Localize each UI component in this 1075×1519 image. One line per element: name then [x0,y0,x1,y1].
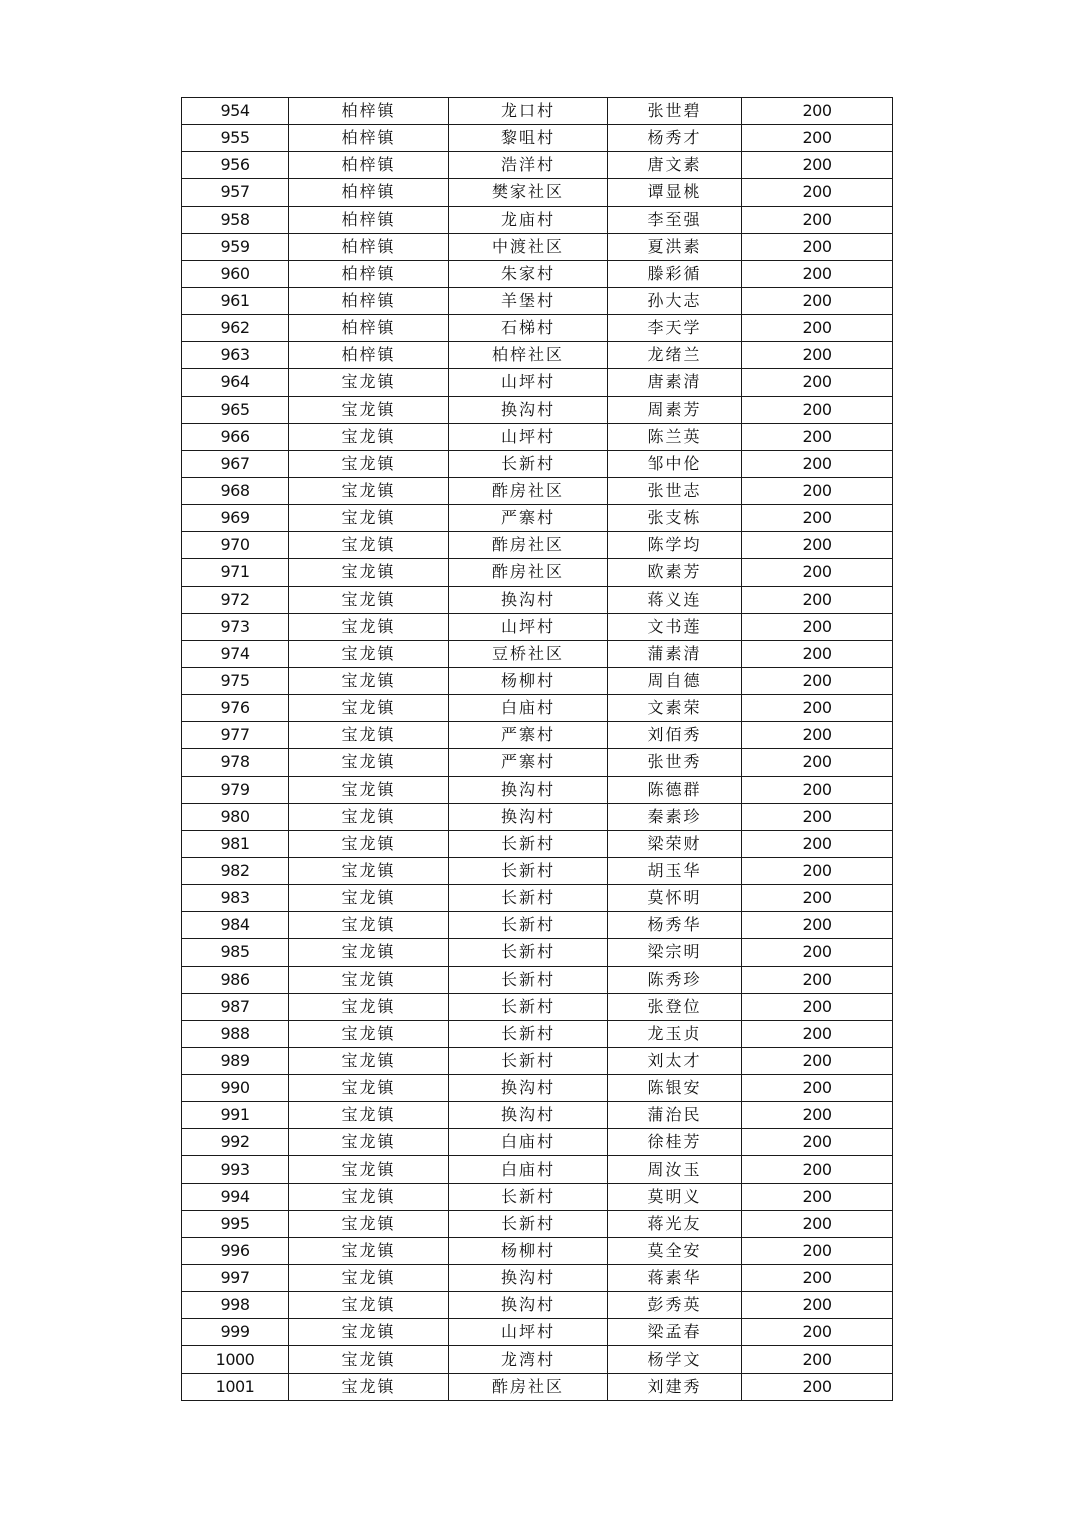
table-row [182,152,893,179]
village-cell: 山坪村 [449,369,608,396]
person-name-cell: 张世志 [608,477,742,504]
person-name-cell: 陈学均 [608,532,742,559]
person-name-cell: 陈兰英 [608,423,742,450]
row-number: 962 [182,315,289,342]
village-cell: 长新村 [449,912,608,939]
town-cell: 柏梓镇 [289,233,449,260]
person-name-cell: 文书莲 [608,613,742,640]
town-cell: 宝龙镇 [289,505,449,532]
town-cell: 宝龙镇 [289,776,449,803]
row-number: 994 [182,1183,289,1210]
table-row [182,667,893,694]
person-name-cell: 李天学 [608,315,742,342]
table-row [182,1129,893,1156]
town-cell: 宝龙镇 [289,1183,449,1210]
village-cell: 长新村 [449,993,608,1020]
row-number: 992 [182,1129,289,1156]
person-name-cell: 彭秀英 [608,1292,742,1319]
table-row [182,532,893,559]
town-cell: 宝龙镇 [289,749,449,776]
amount-cell: 200 [742,98,893,125]
table-row [182,1237,893,1264]
amount-cell: 200 [742,830,893,857]
amount-cell: 200 [742,640,893,667]
table-row [182,125,893,152]
town-cell: 宝龙镇 [289,477,449,504]
row-number: 966 [182,423,289,450]
person-name-cell: 周自德 [608,667,742,694]
row-number: 979 [182,776,289,803]
village-cell: 龙湾村 [449,1346,608,1373]
table-row [182,1265,893,1292]
table-row [182,640,893,667]
village-cell: 长新村 [449,939,608,966]
amount-cell: 200 [742,1020,893,1047]
row-number: 967 [182,450,289,477]
town-cell: 宝龙镇 [289,1210,449,1237]
village-cell: 长新村 [449,1020,608,1047]
person-name-cell: 杨秀华 [608,912,742,939]
village-cell: 换沟村 [449,586,608,613]
row-number: 958 [182,206,289,233]
town-cell: 宝龙镇 [289,640,449,667]
amount-cell: 200 [742,1237,893,1264]
table-row [182,722,893,749]
village-cell: 长新村 [449,450,608,477]
village-cell: 长新村 [449,830,608,857]
table-row [182,1292,893,1319]
table-row [182,1346,893,1373]
amount-cell: 200 [742,1156,893,1183]
village-cell: 朱家村 [449,260,608,287]
table-row [182,857,893,884]
town-cell: 宝龙镇 [289,912,449,939]
amount-cell: 200 [742,396,893,423]
town-cell: 宝龙镇 [289,1237,449,1264]
village-cell: 樊家社区 [449,179,608,206]
row-number: 954 [182,98,289,125]
amount-cell: 200 [742,749,893,776]
town-cell: 宝龙镇 [289,722,449,749]
row-number: 998 [182,1292,289,1319]
amount-cell: 200 [742,1373,893,1400]
row-number: 959 [182,233,289,260]
table-row [182,179,893,206]
person-name-cell: 秦素珍 [608,803,742,830]
table-row [182,315,893,342]
amount-cell: 200 [742,776,893,803]
village-cell: 严寨村 [449,722,608,749]
person-name-cell: 滕彩循 [608,260,742,287]
town-cell: 宝龙镇 [289,1373,449,1400]
village-cell: 酢房社区 [449,532,608,559]
village-cell: 酢房社区 [449,559,608,586]
town-cell: 柏梓镇 [289,152,449,179]
village-cell: 酢房社区 [449,1373,608,1400]
table-row [182,505,893,532]
person-name-cell: 杨学文 [608,1346,742,1373]
row-number: 980 [182,803,289,830]
village-cell: 酢房社区 [449,477,608,504]
person-name-cell: 刘太才 [608,1047,742,1074]
row-number: 999 [182,1319,289,1346]
town-cell: 宝龙镇 [289,695,449,722]
row-number: 975 [182,667,289,694]
person-name-cell: 孙大志 [608,287,742,314]
table-row [182,1373,893,1400]
row-number: 973 [182,613,289,640]
row-number: 972 [182,586,289,613]
town-cell: 柏梓镇 [289,125,449,152]
row-number: 991 [182,1102,289,1129]
table-row [182,423,893,450]
person-name-cell: 陈德群 [608,776,742,803]
amount-cell: 200 [742,423,893,450]
amount-cell: 200 [742,152,893,179]
village-cell: 换沟村 [449,776,608,803]
town-cell: 宝龙镇 [289,1156,449,1183]
row-number: 968 [182,477,289,504]
town-cell: 宝龙镇 [289,1047,449,1074]
person-name-cell: 龙玉贞 [608,1020,742,1047]
amount-cell: 200 [742,233,893,260]
village-cell: 白庙村 [449,1129,608,1156]
table-row [182,613,893,640]
town-cell: 柏梓镇 [289,260,449,287]
table-row [182,396,893,423]
village-cell: 换沟村 [449,1102,608,1129]
person-name-cell: 梁宗明 [608,939,742,966]
row-number: 978 [182,749,289,776]
table-row [182,966,893,993]
village-cell: 中渡社区 [449,233,608,260]
amount-cell: 200 [742,586,893,613]
village-cell: 长新村 [449,885,608,912]
person-name-cell: 蒋光友 [608,1210,742,1237]
village-cell: 白庙村 [449,1156,608,1183]
table-row [182,1020,893,1047]
town-cell: 宝龙镇 [289,667,449,694]
village-cell: 严寨村 [449,749,608,776]
table-row [182,885,893,912]
amount-cell: 200 [742,613,893,640]
roster-body [182,98,893,1401]
person-name-cell: 欧素芳 [608,559,742,586]
table-row [182,586,893,613]
village-cell: 严寨村 [449,505,608,532]
amount-cell: 200 [742,885,893,912]
village-cell: 白庙村 [449,695,608,722]
town-cell: 宝龙镇 [289,586,449,613]
table-row [182,342,893,369]
person-name-cell: 龙绪兰 [608,342,742,369]
table-row [182,1102,893,1129]
row-number: 996 [182,1237,289,1264]
village-cell: 豆桥社区 [449,640,608,667]
village-cell: 石梯村 [449,315,608,342]
town-cell: 柏梓镇 [289,315,449,342]
table-row [182,1183,893,1210]
town-cell: 宝龙镇 [289,803,449,830]
amount-cell: 200 [742,695,893,722]
amount-cell: 200 [742,342,893,369]
town-cell: 宝龙镇 [289,993,449,1020]
town-cell: 宝龙镇 [289,1292,449,1319]
row-number: 982 [182,857,289,884]
row-number: 970 [182,532,289,559]
village-cell: 长新村 [449,1183,608,1210]
table-row [182,233,893,260]
town-cell: 宝龙镇 [289,1102,449,1129]
table-row [182,749,893,776]
amount-cell: 200 [742,667,893,694]
person-name-cell: 文素荣 [608,695,742,722]
row-number: 989 [182,1047,289,1074]
table-row [182,450,893,477]
row-number: 987 [182,993,289,1020]
row-number: 965 [182,396,289,423]
row-number: 963 [182,342,289,369]
amount-cell: 200 [742,1346,893,1373]
row-number: 988 [182,1020,289,1047]
amount-cell: 200 [742,206,893,233]
village-cell: 山坪村 [449,613,608,640]
amount-cell: 200 [742,315,893,342]
table-row [182,803,893,830]
row-number: 997 [182,1265,289,1292]
row-number: 1000 [182,1346,289,1373]
town-cell: 宝龙镇 [289,1075,449,1102]
village-cell: 柏梓社区 [449,342,608,369]
person-name-cell: 邹中伦 [608,450,742,477]
person-name-cell: 莫全安 [608,1237,742,1264]
row-number: 995 [182,1210,289,1237]
person-name-cell: 莫怀明 [608,885,742,912]
row-number: 957 [182,179,289,206]
amount-cell: 200 [742,939,893,966]
town-cell: 宝龙镇 [289,885,449,912]
town-cell: 宝龙镇 [289,1129,449,1156]
amount-cell: 200 [742,260,893,287]
row-number: 955 [182,125,289,152]
person-name-cell: 梁荣财 [608,830,742,857]
row-number: 956 [182,152,289,179]
table-row [182,912,893,939]
amount-cell: 200 [742,450,893,477]
village-cell: 长新村 [449,1047,608,1074]
table-row [182,1210,893,1237]
town-cell: 宝龙镇 [289,450,449,477]
row-number: 986 [182,966,289,993]
town-cell: 柏梓镇 [289,206,449,233]
village-cell: 龙庙村 [449,206,608,233]
amount-cell: 200 [742,179,893,206]
amount-cell: 200 [742,125,893,152]
row-number: 977 [182,722,289,749]
person-name-cell: 唐素清 [608,369,742,396]
row-number: 981 [182,830,289,857]
village-cell: 杨柳村 [449,1237,608,1264]
person-name-cell: 张世碧 [608,98,742,125]
row-number: 983 [182,885,289,912]
town-cell: 宝龙镇 [289,532,449,559]
village-cell: 换沟村 [449,396,608,423]
town-cell: 宝龙镇 [289,966,449,993]
town-cell: 宝龙镇 [289,1020,449,1047]
row-number: 976 [182,695,289,722]
town-cell: 宝龙镇 [289,559,449,586]
person-name-cell: 刘佰秀 [608,722,742,749]
town-cell: 宝龙镇 [289,939,449,966]
village-cell: 换沟村 [449,1292,608,1319]
village-cell: 龙口村 [449,98,608,125]
village-cell: 浩洋村 [449,152,608,179]
town-cell: 宝龙镇 [289,1319,449,1346]
town-cell: 柏梓镇 [289,287,449,314]
amount-cell: 200 [742,1319,893,1346]
person-name-cell: 徐桂芳 [608,1129,742,1156]
table-row [182,830,893,857]
amount-cell: 200 [742,505,893,532]
amount-cell: 200 [742,1183,893,1210]
village-cell: 山坪村 [449,1319,608,1346]
amount-cell: 200 [742,912,893,939]
amount-cell: 200 [742,1129,893,1156]
town-cell: 宝龙镇 [289,423,449,450]
table-row [182,1047,893,1074]
amount-cell: 200 [742,966,893,993]
person-name-cell: 张世秀 [608,749,742,776]
person-name-cell: 胡玉华 [608,857,742,884]
table-row [182,1075,893,1102]
amount-cell: 200 [742,1075,893,1102]
person-name-cell: 梁孟春 [608,1319,742,1346]
town-cell: 柏梓镇 [289,179,449,206]
table-row [182,1319,893,1346]
amount-cell: 200 [742,1102,893,1129]
table-row [182,776,893,803]
town-cell: 宝龙镇 [289,613,449,640]
person-name-cell: 陈银安 [608,1075,742,1102]
table-row [182,939,893,966]
amount-cell: 200 [742,559,893,586]
person-name-cell: 莫明义 [608,1183,742,1210]
amount-cell: 200 [742,857,893,884]
row-number: 993 [182,1156,289,1183]
amount-cell: 200 [742,722,893,749]
person-name-cell: 张登位 [608,993,742,1020]
amount-cell: 200 [742,1210,893,1237]
table-row [182,695,893,722]
roster-table [181,97,893,1401]
village-cell: 换沟村 [449,1075,608,1102]
amount-cell: 200 [742,1265,893,1292]
amount-cell: 200 [742,287,893,314]
table-row [182,559,893,586]
person-name-cell: 刘建秀 [608,1373,742,1400]
amount-cell: 200 [742,532,893,559]
table-row [182,369,893,396]
amount-cell: 200 [742,1292,893,1319]
table-row [182,287,893,314]
person-name-cell: 夏洪素 [608,233,742,260]
town-cell: 宝龙镇 [289,1346,449,1373]
village-cell: 长新村 [449,1210,608,1237]
person-name-cell: 杨秀才 [608,125,742,152]
table-row [182,993,893,1020]
table-row [182,1156,893,1183]
amount-cell: 200 [742,369,893,396]
amount-cell: 200 [742,477,893,504]
row-number: 960 [182,260,289,287]
row-number: 1001 [182,1373,289,1400]
person-name-cell: 周素芳 [608,396,742,423]
person-name-cell: 蒲治民 [608,1102,742,1129]
person-name-cell: 陈秀珍 [608,966,742,993]
village-cell: 换沟村 [449,1265,608,1292]
village-cell: 长新村 [449,857,608,884]
town-cell: 宝龙镇 [289,1265,449,1292]
row-number: 974 [182,640,289,667]
amount-cell: 200 [742,803,893,830]
town-cell: 柏梓镇 [289,98,449,125]
village-cell: 杨柳村 [449,667,608,694]
amount-cell: 200 [742,1047,893,1074]
table-row [182,206,893,233]
row-number: 990 [182,1075,289,1102]
village-cell: 长新村 [449,966,608,993]
row-number: 964 [182,369,289,396]
person-name-cell: 张支栋 [608,505,742,532]
person-name-cell: 唐文素 [608,152,742,179]
person-name-cell: 周汝玉 [608,1156,742,1183]
town-cell: 柏梓镇 [289,342,449,369]
table-row [182,260,893,287]
table-row [182,98,893,125]
village-cell: 山坪村 [449,423,608,450]
town-cell: 宝龙镇 [289,396,449,423]
village-cell: 羊堡村 [449,287,608,314]
person-name-cell: 谭显桃 [608,179,742,206]
person-name-cell: 蒋义连 [608,586,742,613]
table-row [182,477,893,504]
town-cell: 宝龙镇 [289,369,449,396]
village-cell: 黎咀村 [449,125,608,152]
row-number: 961 [182,287,289,314]
row-number: 971 [182,559,289,586]
row-number: 969 [182,505,289,532]
amount-cell: 200 [742,993,893,1020]
person-name-cell: 蒋素华 [608,1265,742,1292]
row-number: 984 [182,912,289,939]
town-cell: 宝龙镇 [289,830,449,857]
row-number: 985 [182,939,289,966]
person-name-cell: 蒲素清 [608,640,742,667]
town-cell: 宝龙镇 [289,857,449,884]
village-cell: 换沟村 [449,803,608,830]
person-name-cell: 李至强 [608,206,742,233]
